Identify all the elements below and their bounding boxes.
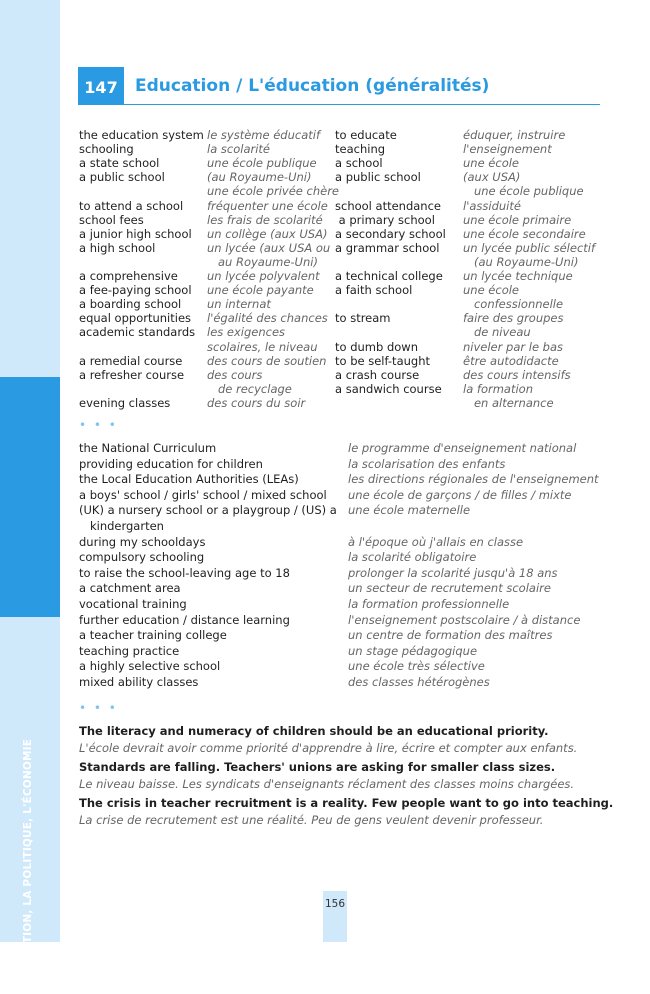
vocab-term: a faith school — [335, 283, 413, 298]
phrase-translation: des classes hétérogènes — [348, 675, 490, 689]
vocab-translation: le système éducatif — [207, 128, 321, 142]
phrase-translation: les directions régionales de l'enseignement — [348, 472, 599, 487]
phrase-translation: une école maternelle — [348, 503, 471, 518]
phrase-translation: prolonger la scolarité jusqu'à 18 ans — [348, 565, 558, 580]
separator-dots-1: • • • — [79, 418, 118, 432]
phrase-term: to raise the school-leaving age to 18 — [79, 565, 290, 580]
sentence-1-fr: L'école devrait avoir comme priorité d'apprendre à lire, écrire et compter aux enfants. — [79, 741, 578, 755]
vocab-term: a state school — [79, 156, 160, 171]
vocab-translation: une école publique — [207, 156, 317, 171]
phrase-term: compulsory schooling — [79, 550, 205, 565]
phrase-term: vocational training — [79, 597, 187, 611]
vocab-translation: de recyclage — [207, 381, 292, 396]
phrase-translation: la formation professionnelle — [348, 597, 510, 611]
sentence-1-en: The literacy and numeracy of children should be an educational priority. — [79, 724, 549, 738]
phrase-term: mixed ability classes — [79, 675, 199, 689]
vocab-translation: un lycée (aux USA ou — [207, 240, 331, 255]
phrase-term: teaching practice — [79, 643, 180, 658]
phrase-translation: une école très sélective — [348, 659, 485, 674]
vocab-term: a primary school — [335, 212, 435, 227]
vocab-translation: niveler par le bas — [463, 339, 564, 354]
vocab-translation: des cours de soutien — [207, 353, 327, 368]
phrase-term: during my schooldays — [79, 534, 206, 549]
sentence-3-fr: La crise de recrutement est une réalité. Peu de gens veulent devenir professeur. — [79, 813, 544, 827]
vocab-translation: de niveau — [463, 325, 531, 340]
vocab-translation: (au Royaume-Uni) — [207, 170, 312, 185]
vocab-term: a boarding school — [79, 297, 182, 312]
vocab-translation: l'enseignement — [463, 142, 552, 157]
vocab-term: to educate — [335, 128, 397, 142]
section-number: 147 — [78, 67, 124, 105]
phrase-translation: à l'époque où j'allais en classe — [348, 534, 524, 549]
vocab-translation: une école privée chère — [207, 184, 339, 199]
vocab-term: school attendance — [335, 198, 441, 213]
vocab-translation: un lycée technique — [463, 269, 573, 283]
phrase-translation: un secteur de recrutement scolaire — [348, 581, 551, 596]
vocab-translation: (aux USA) — [463, 170, 521, 185]
sentence-3-en: The crisis in teacher recruitment is a reality. Few people want to go into teaching. — [79, 796, 614, 810]
vocab-term: a sandwich course — [335, 381, 442, 396]
sentence-2-en: Standards are falling. Teachers' unions are asking for smaller class sizes. — [79, 760, 556, 774]
vocab-translation: éduquer, instruire — [463, 128, 566, 142]
vocab-term: a technical college — [335, 269, 443, 283]
phrase-translation: la scolarisation des enfants — [348, 456, 506, 471]
vocab-term: evening classes — [79, 395, 171, 410]
vocab-translation: un collège (aux USA) — [207, 226, 328, 241]
vocab-term: a secondary school — [335, 226, 446, 241]
vocab-translation: faire des groupes — [463, 311, 564, 326]
page-number: 156 — [324, 898, 346, 910]
phrase-term: a catchment area — [79, 581, 181, 596]
vocab-term: a school — [335, 156, 383, 171]
vocab-translation: être autodidacte — [463, 353, 559, 368]
vocab-term: a public school — [335, 170, 421, 185]
phrase-term: the National Curriculum — [79, 441, 217, 455]
vocab-translation: (au Royaume-Uni) — [463, 254, 579, 269]
vocab-term: a fee-paying school — [79, 283, 192, 298]
phrase-term: a teacher training college — [79, 628, 227, 643]
vocab-translation: l'égalité des chances — [207, 311, 328, 326]
vocab-term: a junior high school — [79, 226, 192, 241]
phrase-term: a highly selective school — [79, 659, 221, 674]
vocab-term: academic standards — [79, 325, 196, 340]
page-title: Education / L'éducation (généralités) — [135, 76, 490, 96]
vocab-translation: au Royaume-Uni) — [207, 254, 318, 269]
vocab-translation: une école payante — [207, 283, 314, 298]
vocab-translation: une école primaire — [463, 212, 572, 227]
phrase-translation: un centre de formation des maîtres — [348, 628, 553, 643]
vocab-term: to attend a school — [79, 198, 184, 213]
sentence-2-fr: Le niveau baisse. Les syndicats d'enseignants réclament des classes moins chargées. — [79, 777, 575, 791]
vocab-term: a remedial course — [79, 353, 183, 368]
phrase-translation: le programme d'enseignement national — [348, 441, 577, 455]
vocab-translation: les exigences — [207, 325, 286, 340]
vocab-translation: les frais de scolarité — [207, 212, 323, 227]
phrase-term: kindergarten — [79, 519, 164, 533]
vocab-translation: une école — [463, 283, 520, 298]
vocab-term: a high school — [79, 240, 156, 255]
separator-dots-2: • • • — [79, 701, 118, 715]
phrase-term: further education / distance learning — [79, 612, 290, 627]
vocab-translation: confessionnelle — [463, 297, 564, 312]
phrase-term: the Local Education Authorities (LEAs) — [79, 472, 299, 487]
vocab-translation: un lycée public sélectif — [463, 240, 596, 255]
vocab-term: equal opportunities — [79, 311, 192, 326]
vocab-term: the education system — [79, 128, 204, 142]
phrase-translation: la scolarité obligatoire — [348, 550, 477, 565]
phrase-translation: une école de garçons / de filles / mixte — [348, 487, 572, 502]
section-side-tab — [0, 377, 60, 994]
vocab-translation: des cours du soir — [207, 395, 306, 410]
vocab-term: a crash course — [335, 367, 420, 382]
phrase-term: providing education for children — [79, 456, 263, 471]
vocab-term: teaching — [335, 142, 386, 157]
vocab-translation: des cours intensifs — [463, 367, 571, 382]
vocab-term: schooling — [79, 142, 134, 157]
title-rule — [78, 104, 600, 105]
vocab-translation: une école publique — [463, 184, 584, 199]
vocab-translation: une école secondaire — [463, 226, 586, 241]
vocab-term: a public school — [79, 170, 165, 185]
phrase-term: (UK) a nursery school or a playgroup / (US) a — [79, 503, 337, 518]
vocab-term: a refresher course — [79, 367, 185, 382]
vocab-term: to be self-taught — [335, 353, 431, 368]
vocab-term: a comprehensive — [79, 269, 178, 283]
vocab-term: school fees — [79, 212, 144, 227]
vocab-translation: un internat — [207, 297, 271, 312]
vocab-term: to dumb down — [335, 339, 418, 354]
phrase-translation: l'enseignement postscolaire / à distance — [348, 612, 581, 627]
vocab-term: to stream — [335, 311, 391, 326]
vocab-translation: en alternance — [463, 395, 554, 410]
vocab-translation: des cours — [207, 367, 263, 382]
vocab-translation: fréquenter une école — [207, 198, 328, 213]
vocab-translation: la formation — [463, 381, 533, 396]
vocab-translation: scolaires, le niveau — [207, 339, 318, 354]
vocab-translation: la scolarité — [207, 142, 270, 157]
phrase-term: a boys' school / girls' school / mixed school — [79, 487, 327, 502]
vocab-translation: une école — [463, 156, 520, 171]
phrase-translation: un stage pédagogique — [348, 643, 478, 658]
vocab-translation: un lycée polyvalent — [207, 269, 320, 283]
vocab-term: a grammar school — [335, 240, 440, 255]
side-tab-label: L'ÉDUCATION, LA POLITIQUE, L'ÉCONOMIE — [22, 738, 34, 994]
vocab-translation: l'assiduité — [463, 198, 521, 213]
